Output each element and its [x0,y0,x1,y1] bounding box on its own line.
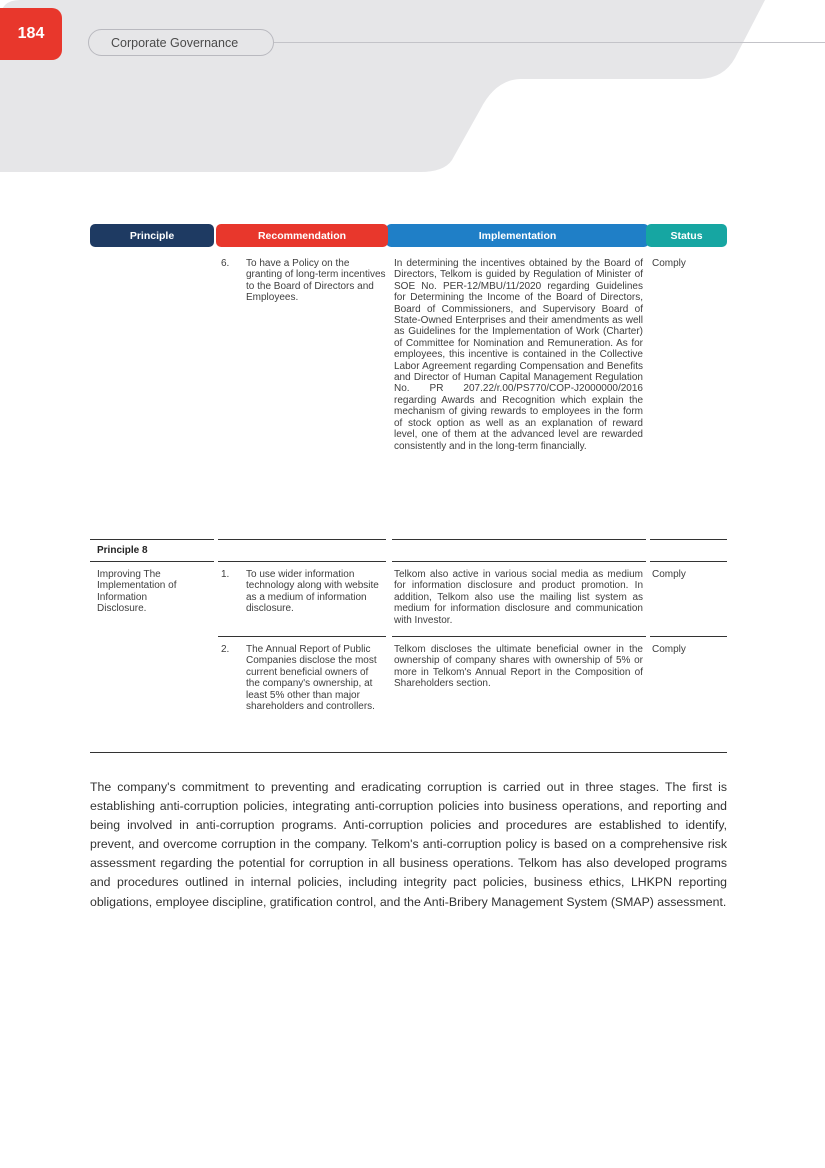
row-divider [392,636,646,637]
row-divider [218,561,386,562]
row-number: 2. [221,644,230,655]
anti-corruption-paragraph: The company's commitment to preventing and eradicating corruption is carried out in three stages. The first is establishing anti-corruption policies, integrating anti-corruption policies into business operations, and reporting and being involved in anti-corruption programs. Anti-corruption policies and procedures are established to identify, prevent, and overcome corruption in the company. Telkom's anti-corruption policy is based on a comprehensive risk assessment regarding the potential for corruption in all business operations. Telkom has also developed programs and procedures outlined in internal policies, including integrity pact policies, business ethics, LHKPN reporting obligations, employee discipline, gratification control, and the Anti-Bribery Management System (SMAP) assessment. [90,780,727,909]
row-divider [90,539,214,540]
principle-description: Improving The Implementation of Information Disclosure. [97,569,177,615]
row-divider [218,636,386,637]
status-text: Comply [652,258,686,269]
recommendation-text: To have a Policy on the granting of long-term incentives to the Board of Directors and Employees. [246,258,386,304]
row-divider [650,539,727,540]
column-header-implementation: Implementation [386,224,649,247]
implementation-text: Telkom also active in various social media as medium for information disclosure and product promotion. In addition, Telkom also use the mailing list system as medium for information disclosure and communication with Investor. [394,569,643,626]
status-text: Comply [652,569,686,580]
column-header-principle: Principle [90,224,214,247]
column-header-status: Status [646,224,727,247]
recommendation-text: To use wider information technology along with website as a medium of information disclosure. [246,569,379,615]
column-header-recommendation: Recommendation [216,224,388,247]
row-divider [90,561,214,562]
section-title: Corporate Governance [88,29,274,56]
header-background-shape [0,0,825,180]
table-bottom-rule [90,752,727,753]
recommendation-text: The Annual Report of Public Companies disclose the most current beneficial owners of the company's ownership, at least 5% other than major shareholders and controllers. [246,644,377,713]
row-divider [650,561,727,562]
page-number: 184 [0,8,62,60]
status-text: Comply [652,644,686,655]
row-divider [650,636,727,637]
row-divider [392,561,646,562]
principle-8-label: Principle 8 [97,545,148,556]
row-number: 1. [221,569,230,580]
header-divider [274,42,825,43]
row-divider [218,539,386,540]
row-divider [392,539,646,540]
implementation-text: Telkom discloses the ultimate beneficial owner in the ownership of company shares with ownership of 5% or more in Telkom's Annual Report in the Composition of Shareholders section. [394,644,643,690]
row-number: 6. [221,258,230,269]
implementation-text: In determining the incentives obtained by the Board of Directors, Telkom is guided by Regulation of Minister of SOE No. PER-12/MBU/11/2020 regarding Guidelines for Determining the Income of the Board of Directors, Board of Commissioners, and Supervisory Board of State-Owned Enterprises and their amendments as well as Guidelines for the Implementation of Work (Charter) of Committee for Nomination and Remuneration. As for employees, this incentive is contained in the Collective Labor Agreement regarding Compensation and Benefits and Director of Human Capital Management Regulation No. PR 207.22/r.00/PS770/COP-J2000000/2016 regarding Awards and Recognition which explain the mechanism of giving rewards to employees in the form of stock option as well as an explanation of reward level, one of them at the advanced level are rewarded consistently and in the long-term financially. [394,258,643,452]
